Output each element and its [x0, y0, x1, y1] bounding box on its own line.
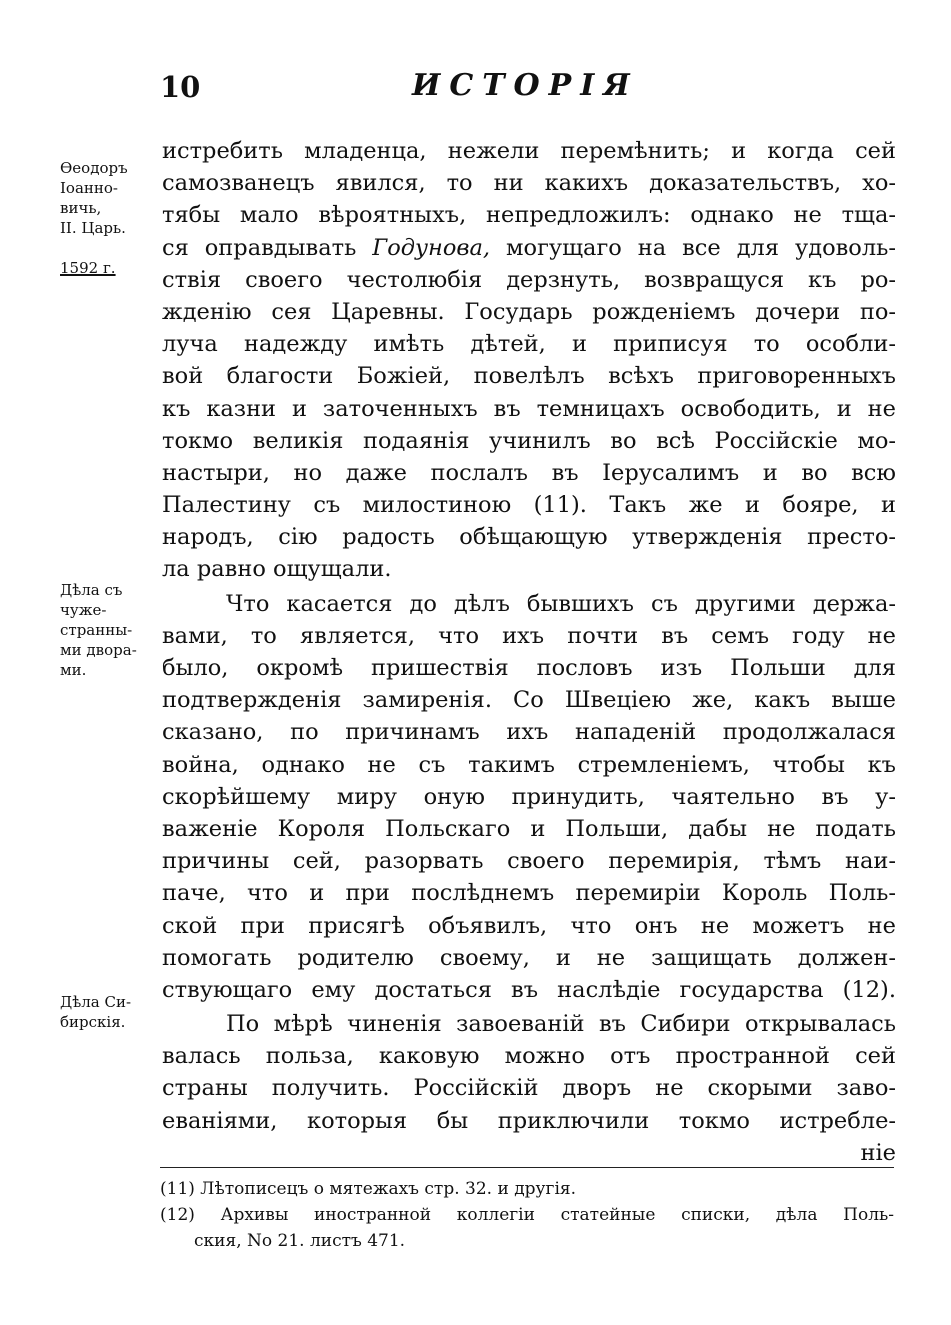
text-line: причины сей, разорвать своего перемирія, тѣмъ наи-: [162, 848, 896, 875]
text-line: тябы мало вѣроятныхъ, непредложилъ: однако не тща-: [162, 202, 896, 229]
text-line: токмо великія подаянія учинилъ во всѣ Россійскіе мо-: [162, 427, 896, 454]
running-title: ИСТОРІЯ: [412, 68, 639, 103]
margin-note-ruler: [60, 138, 160, 298]
text-line: война, однако не съ такимъ стремленіемъ, чтобы къ: [162, 751, 896, 778]
margin-note-siberian-affairs: Дѣла Си- бирскія.: [60, 993, 132, 1031]
text-line: По мѣрѣ чиненія завоеваній въ Сибири открывалась: [226, 1011, 896, 1038]
footnote: (11) Лѣтописецъ о мятежахъ стр. 32. и другія.: [160, 1179, 577, 1199]
text-line: валась польза, каковую можно отъ пространной сей: [162, 1043, 896, 1070]
text-line: помогать родителю своему, и не защищать должен-: [162, 944, 896, 971]
text-line: было, окромѣ пришествія пословъ изъ Польши для: [162, 655, 896, 681]
text-line: ской при присягѣ объявилъ, что онъ не можетъ не: [162, 912, 896, 939]
text-line: скорѣйшему миру оную принудить, чаятельно въ у-: [162, 783, 896, 810]
italic-name: Годунова,: [372, 234, 491, 261]
text-line: жденію сея Царевны. Государь рожденіемъ дочери по-: [162, 298, 896, 325]
text-line: вами, то является, что ихъ почти въ семъ году не: [162, 622, 896, 649]
text-line: ся оправдывать Годунова, могущаго на все для удоволь-: [162, 234, 896, 261]
text-line: вой благости Божіей, повелѣлъ всѣхъ приговоренныхъ: [162, 363, 896, 390]
catchword: ніе: [860, 1139, 896, 1166]
text-line: паче, что и при послѣднемъ перемиріи Король Поль-: [162, 880, 896, 907]
text-line: настыри, но даже послалъ въ Іерусалимъ и во всю: [162, 459, 896, 486]
margin-note-ruler-year: 1592 г.: [60, 259, 116, 277]
text-line: сказано, по причинамъ ихъ нападеній продолжалася: [162, 719, 896, 746]
page-number: 10: [160, 70, 201, 104]
text-line: подтвержденія замиренія. Со Швеціею же, какъ выше: [162, 687, 896, 714]
text-line: луча надежду имѣть дѣтей, и приписуя то особли-: [162, 331, 896, 358]
text-line: страны получить. Россійскій дворъ не скорыми заво-: [162, 1075, 896, 1102]
text-line: ла равно ощущали.: [162, 556, 392, 583]
text-line: истребить младенца, нежели перемѣнить; и когда сей: [162, 138, 896, 164]
text-line: ствія своего честолюбія дерзнуть, возвращуся къ ро-: [162, 266, 896, 293]
footnote: (12) Архивы иностранной коллегіи статейные списки, дѣла Поль-: [160, 1205, 894, 1225]
body-text: [162, 135, 896, 1169]
margin-note-foreign-affairs: Дѣла съ чуже- странны- ми двора- ми.: [60, 581, 137, 679]
footnotes: [160, 1176, 894, 1254]
text-line: Что касается до дѣлъ бывшихъ съ другими держа-: [226, 590, 896, 617]
text-line: еваніями, которыя бы приключили токмо истребле-: [162, 1107, 896, 1134]
text-line: народъ, сію радость обѣщающую утвержденія престо-: [162, 524, 896, 551]
text-line: важеніе Короля Польскаго и Польши, дабы не подать: [162, 815, 896, 842]
text-line: Палестину съ милостиною (11). Такъ же и бояре, и: [162, 492, 896, 519]
margin-note-ruler-name: Ѳеодоръ Іоанно- вичь, II. Царь.: [60, 159, 128, 237]
page-header: [0, 68, 951, 112]
footnote-rule: [160, 1167, 894, 1168]
text-line: къ казни и заточенныхъ въ темницахъ освободить, и не: [162, 395, 896, 422]
text-line: самозванецъ явился, то ни какихъ доказательствъ, хо-: [162, 170, 896, 197]
text-line: ствующаго ему достаться въ наслѣдіе государства (12).: [162, 976, 896, 1003]
footnote-continuation: ския, No 21. листъ 471.: [194, 1231, 406, 1251]
